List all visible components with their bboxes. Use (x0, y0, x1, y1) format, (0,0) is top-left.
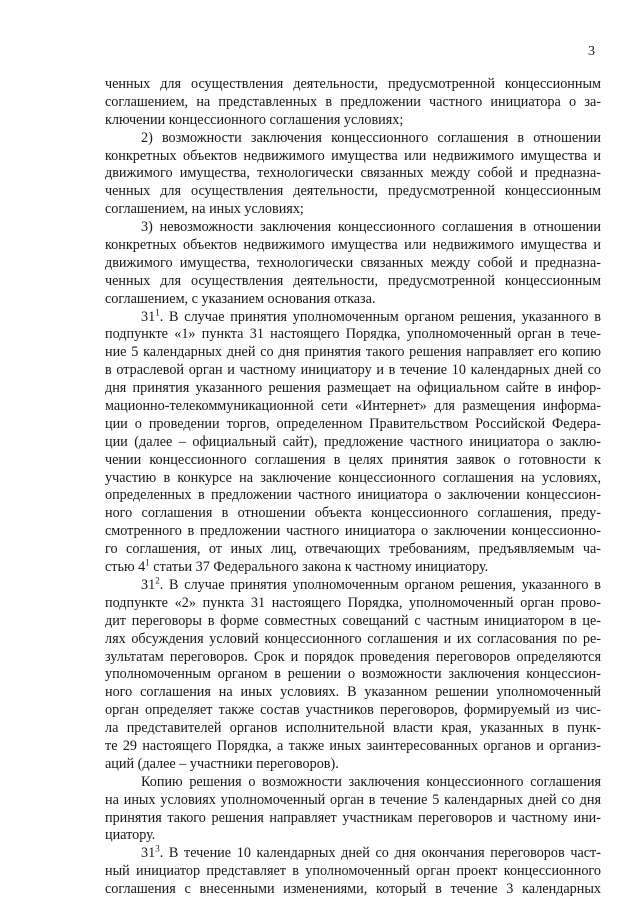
line-text: циатору. (105, 827, 156, 844)
line-text: ченных для осуществления деятельности, предусмотренной концессионным (105, 183, 601, 200)
text-line (105, 470, 601, 488)
line-text: орган определяет также состав участников переговоров, формируемый из чис- (105, 702, 601, 719)
line-text: принятия такого решения направляет участникам переговоров и частному ини- (105, 809, 601, 826)
line-text: соглашением, на иных условиях; (105, 201, 304, 218)
text-line (105, 416, 601, 434)
line-text: Копию решения о возможности заключения концессионного соглашения (141, 773, 601, 790)
line-text: дит переговоры в форме совместных совещаний с частным инициатором в це- (105, 612, 601, 629)
line-text: ции (далее – официальный сайт), предложение частного инициатора о заклю- (105, 433, 601, 450)
text-line (105, 810, 601, 828)
clause-number: 31 (141, 845, 156, 862)
line-text: зультатам переговоров. Срок и порядок проведения переговоров определяются (105, 648, 601, 665)
text-line (105, 774, 601, 792)
clause-number: 31 (141, 308, 156, 325)
text-line (105, 845, 601, 863)
text-line (105, 309, 601, 327)
text-line (105, 344, 601, 362)
line-text: соглашения с внесенными изменениями, который в течение 3 календарных (105, 881, 601, 898)
line-text: ный инициатор представляет в уполномоченный орган проект концессионного (105, 863, 601, 880)
text-line (105, 380, 601, 398)
text-line (105, 702, 601, 720)
clause-superscript: 1 (155, 308, 160, 317)
line-text: определенных в предложении частного инициатора о заключении концессион- (105, 487, 601, 504)
text-line (105, 94, 601, 112)
line-text: мационно-телекоммуникационной сети «Интернет» для размещения информа- (105, 398, 601, 415)
text-line (105, 881, 601, 899)
text-line (105, 505, 601, 523)
text-line (105, 362, 601, 380)
line-text: соглашением, на представленных в предложении частного инициатора о за- (105, 93, 601, 110)
line-text: аций (далее – участники переговоров). (105, 755, 339, 772)
text-line (105, 863, 601, 881)
line-text: подпункте «2» пункта 31 настоящего Порядка, уполномоченный орган прово- (105, 594, 601, 611)
text-line (105, 649, 601, 667)
line-text: подпункте «1» пункта 31 настоящего Порядка, уполномоченный орган в тече- (105, 326, 601, 343)
line-text: участию в конкурсе на заключение концессионного соглашения на условиях, (105, 469, 601, 486)
line-text: движимого имущества, технологически связанных между собой и предназна- (105, 254, 601, 271)
text-line (105, 326, 601, 344)
text-line (105, 613, 601, 631)
text-line (105, 523, 601, 541)
text-line (105, 827, 601, 845)
text-line (105, 595, 601, 613)
page-number: 3 (588, 44, 595, 59)
clause-number: стью 4 (105, 559, 146, 576)
line-text: соглашением, с указанием основания отказа. (105, 290, 376, 307)
text-line (105, 273, 601, 291)
text-line (105, 452, 601, 470)
line-text: . В случае принятия уполномоченным органом решения, указанного в (159, 576, 601, 593)
line-text: на иных условиях уполномоченный орган в течение 5 календарных дней со дня (105, 791, 601, 808)
line-text: ла представителей органов исполнительной власти края, указанных в пунк- (105, 720, 601, 737)
text-line (105, 792, 601, 810)
clause-superscript: 3 (155, 845, 160, 854)
text-line (105, 666, 601, 684)
line-text: чении концессионного соглашения в целях принятия заявок о готовности к (105, 451, 601, 468)
line-text: уполномоченным органом в решении о возможности заключения концессион- (105, 666, 601, 683)
text-line (105, 112, 601, 130)
line-text: ции о проведении торгов, определенном Правительством Российской Федера- (105, 415, 601, 432)
line-text: 3) невозможности заключения концессионного соглашения в отношении (141, 219, 601, 236)
text-line (105, 201, 601, 219)
text-line (105, 255, 601, 273)
text-line (105, 165, 601, 183)
text-line (105, 684, 601, 702)
line-text: 2) возможности заключения концессионного соглашения в отношении (141, 129, 601, 146)
line-text: статьи 37 Федерального закона к частному инициатору. (149, 559, 489, 576)
line-text: ние 5 календарных дней со дня принятия такого решения направляет его копию (105, 344, 601, 361)
line-text: те 29 настоящего Порядка, а также иных заинтересованных органов и организ- (105, 737, 601, 754)
line-text: ченных для осуществления деятельности, предусмотренной концессионным (105, 76, 601, 92)
text-line (105, 487, 601, 505)
line-text: конкретных объектов недвижимого имущества или недвижимого имущества и (105, 237, 601, 254)
line-text: дня принятия указанного решения размещает на официальном сайте в инфор- (105, 380, 601, 397)
line-text: движимого имущества, технологически связанных между собой и предназна- (105, 165, 601, 182)
text-line (105, 398, 601, 416)
clause-superscript: 2 (155, 576, 160, 586)
text-line (105, 291, 601, 309)
text-line (105, 130, 601, 148)
line-text: . В течение 10 календарных дней со дня окончания переговоров част- (159, 845, 601, 862)
line-text: ченных для осуществления деятельности, предусмотренной концессионным (105, 272, 601, 289)
text-line (105, 631, 601, 649)
document-body (105, 76, 601, 899)
text-line (105, 738, 601, 756)
text-line (105, 577, 601, 595)
text-line (105, 756, 601, 774)
line-text: смотренного в предложении частного инициатора о заключении концессионно- (105, 523, 601, 540)
text-line (105, 720, 601, 738)
text-line (105, 219, 601, 237)
line-text: ключении концессионного соглашения условиях; (105, 111, 404, 128)
text-line (105, 76, 601, 94)
line-text: го соглашения, от иных лиц, отвечающих требованиям, предъявляемым ча- (105, 541, 601, 558)
text-line (105, 434, 601, 452)
line-text: конкретных объектов недвижимого имущества или недвижимого имущества и (105, 147, 601, 164)
line-text: . В случае принятия уполномоченным органом решения, указанного в (159, 308, 601, 325)
clause-superscript: 1 (145, 559, 150, 568)
text-line (105, 148, 601, 166)
line-text: в отраслевой орган и частному инициатору и в течение 10 календарных дней со (105, 362, 601, 379)
line-text: лях обсуждения условий концессионного соглашения и их согласования по ре- (105, 630, 601, 647)
clause-number: 31 (141, 576, 156, 593)
line-text: ного соглашения на иных условиях. В указанном решении уполномоченный (105, 684, 601, 701)
line-text: ного соглашения в отношении объекта концессионного соглашения, преду- (105, 505, 601, 522)
text-line (105, 541, 601, 559)
text-line (105, 237, 601, 255)
text-line (105, 559, 601, 577)
text-line (105, 183, 601, 201)
